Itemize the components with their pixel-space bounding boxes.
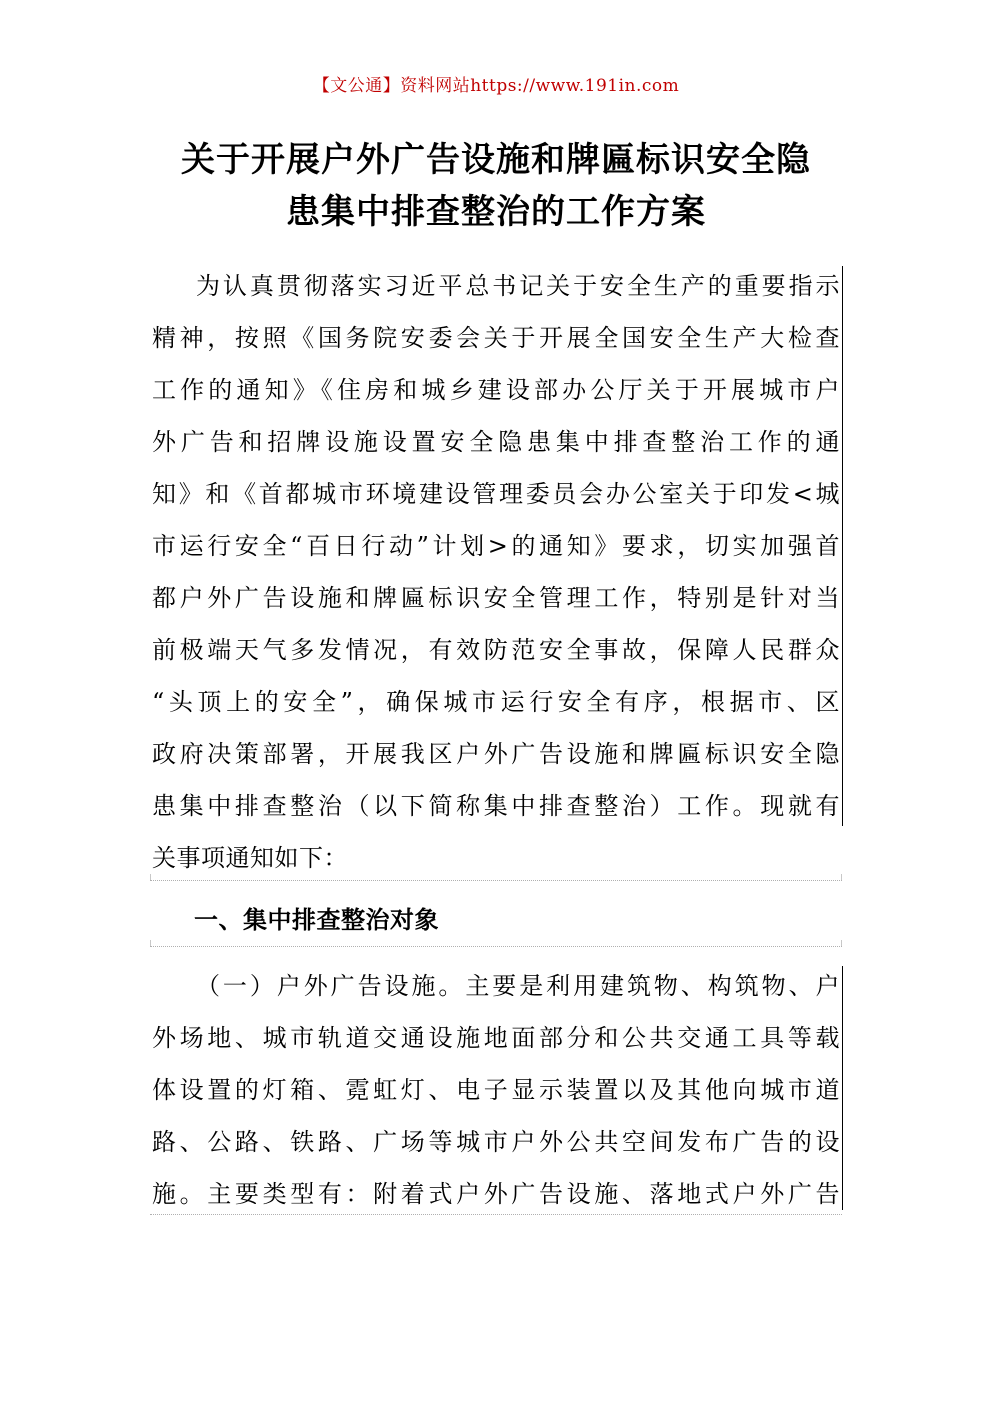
title-line-2: 患集中排查整治的工作方案 <box>286 192 706 232</box>
crop-mark <box>150 940 151 946</box>
paragraph-line: 为认真贯彻落实习近平总书记关于安全生产的重要指示 <box>196 272 840 300</box>
paragraph-line: 都户外广告设施和牌匾标识安全管理工作，特别是针对当 <box>152 584 840 612</box>
paragraph-line: 关事项通知如下： <box>152 844 348 872</box>
paragraph-line: 精神，按照《国务院安委会关于开展全国安全生产大检查 <box>152 324 840 352</box>
title-line-1: 关于开展户外广告设施和牌匾标识安全隐 <box>181 140 811 180</box>
document-title <box>150 134 842 238</box>
paragraph-line: 患集中排查整治（以下简称集中排查整治）工作。现就有 <box>152 792 840 820</box>
paragraph-line: 体设置的灯箱、霓虹灯、电子显示装置以及其他向城市道 <box>152 1076 840 1104</box>
text-boundary-rule <box>842 966 843 1210</box>
paragraph-line: 政府决策部署，开展我区户外广告设施和牌匾标识安全隐 <box>152 740 840 768</box>
paragraph-line: 知》和《首都城市环境建设管理委员会办公室关于印发<城 <box>152 480 840 508</box>
crop-mark <box>841 940 842 946</box>
section-separator <box>150 880 842 881</box>
section-separator <box>150 946 842 947</box>
paragraph-line: （一）户外广告设施。主要是利用建筑物、构筑物、户 <box>196 972 840 1000</box>
text-boundary-rule <box>842 266 843 826</box>
paragraph-line: “头顶上的安全”，确保城市运行安全有序，根据市、区 <box>152 688 840 716</box>
paragraph-line: 工作的通知》《住房和城乡建设部办公厅关于开展城市户 <box>152 376 840 404</box>
section-heading: 一、集中排查整治对象 <box>194 906 439 934</box>
page-bottom-separator <box>150 1214 842 1215</box>
header-source-line: 【文公通】资料网站https://www.191in.com <box>312 76 680 96</box>
intro-paragraph <box>152 260 840 884</box>
paragraph-line: 外广告和招牌设施设置安全隐患集中排查整治工作的通 <box>152 428 840 456</box>
section1-paragraph <box>152 960 840 1220</box>
paragraph-line: 前极端天气多发情况，有效防范安全事故，保障人民群众 <box>152 636 840 664</box>
paragraph-line: 路、公路、铁路、广场等城市户外公共空间发布广告的设 <box>152 1128 840 1156</box>
crop-mark <box>150 874 151 880</box>
paragraph-line: 市运行安全“百日行动”计划>的通知》要求，切实加强首 <box>152 532 840 560</box>
paragraph-line: 外场地、城市轨道交通设施地面部分和公共交通工具等载 <box>152 1024 840 1052</box>
crop-mark <box>841 874 842 880</box>
paragraph-line: 施。主要类型有：附着式户外广告设施、落地式户外广告 <box>152 1180 840 1208</box>
